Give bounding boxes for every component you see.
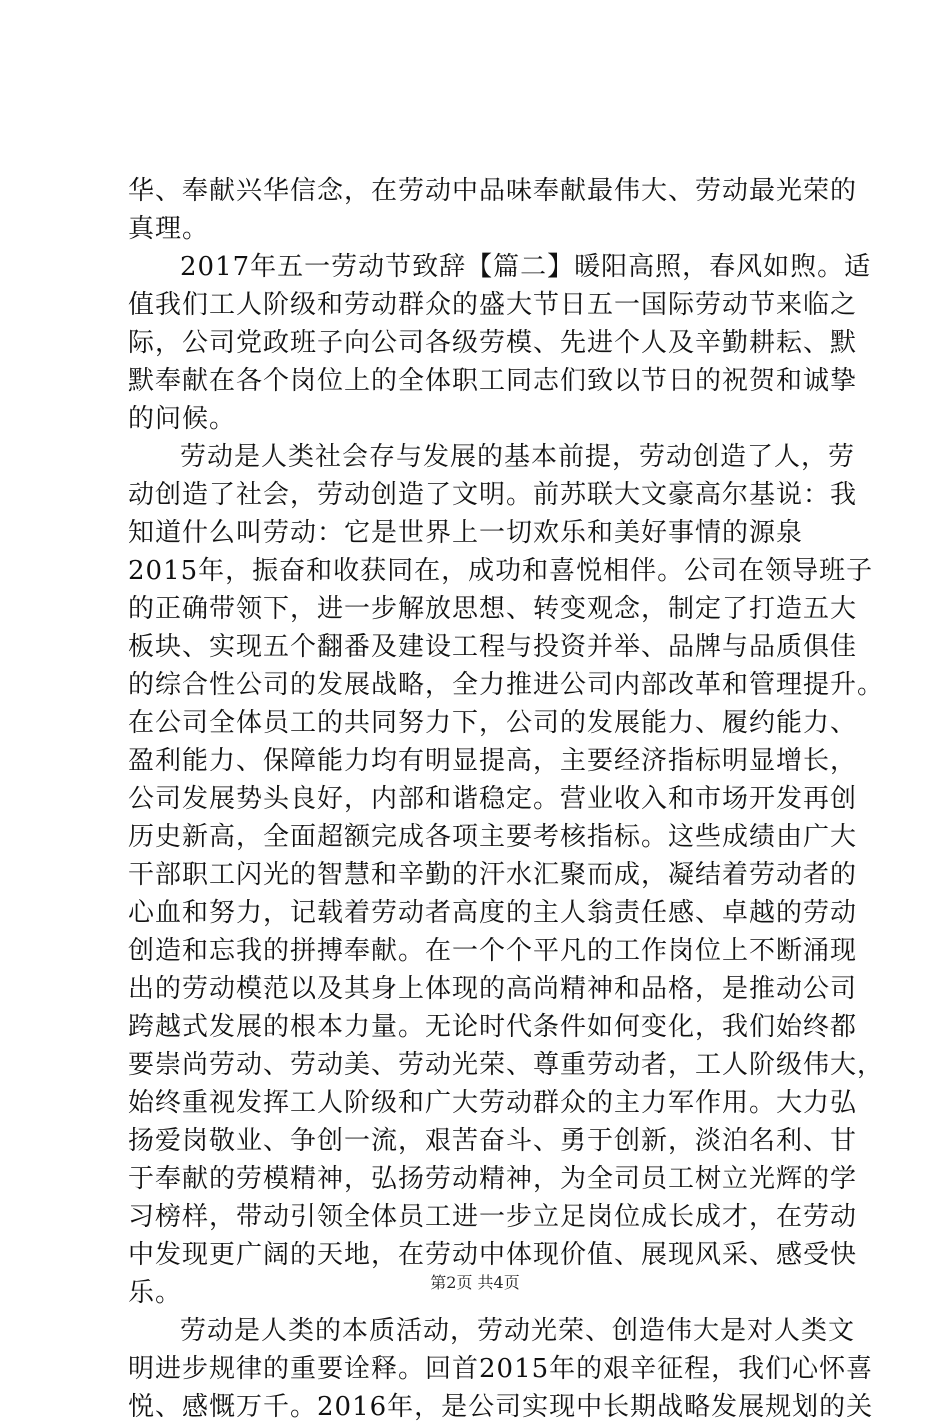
text-line: 知道什么叫劳动：它是世界上一切欢乐和美好事情的源泉 xyxy=(128,518,804,548)
text-line: 心血和努力，记载着劳动者高度的主人翁责任感、卓越的劳动 xyxy=(128,898,858,928)
text-line: 中发现更广阔的天地，在劳动中体现价值、展现风采、感受快 xyxy=(128,1240,858,1270)
text-line: 习榜样，带动引领全体员工进一步立足岗位成长成才，在劳动 xyxy=(128,1202,858,1232)
text-line: 要崇尚劳动、劳动美、劳动光荣、尊重劳动者，工人阶级伟大， xyxy=(128,1050,885,1080)
text-line: 默奉献在各个岗位上的全体职工同志们致以节日的祝贺和诚挚 xyxy=(128,366,858,396)
text-line: 动创造了社会，劳动创造了文明。前苏联大文豪高尔基说：我 xyxy=(128,480,858,510)
text-line: 明进步规律的重要诠释。回首2015年的艰辛征程，我们心怀喜 xyxy=(128,1354,874,1384)
text-line: 2015年，振奋和收获同在，成功和喜悦相伴。公司在领导班子 xyxy=(128,556,874,586)
text-line: 劳动是人类的本质活动，劳动光荣、创造伟大是对人类文 xyxy=(180,1316,856,1346)
text-line: 出的劳动模范以及其身上体现的高尚精神和品格，是推动公司 xyxy=(128,974,858,1004)
text-line: 跨越式发展的根本力量。无论时代条件如何变化，我们始终都 xyxy=(128,1012,858,1042)
document-body xyxy=(128,172,885,1426)
text-line: 创造和忘我的拼搏奉献。在一个个平凡的工作岗位上不断涌现 xyxy=(128,936,858,966)
text-line: 始终重视发挥工人阶级和广大劳动群众的主力军作用。大力弘 xyxy=(128,1088,858,1118)
text-line: 值我们工人阶级和劳动群众的盛大节日五一国际劳动节来临之 xyxy=(128,290,858,320)
text-line: 于奉献的劳模精神，弘扬劳动精神，为全司员工树立光辉的学 xyxy=(128,1164,858,1194)
text-line: 的正确带领下，进一步解放思想、转变观念，制定了打造五大 xyxy=(128,594,858,624)
text-line: 劳动是人类社会存与发展的基本前提，劳动创造了人，劳 xyxy=(180,442,856,472)
text-line: 的综合性公司的发展战略，全力推进公司内部改革和管理提升。 xyxy=(128,670,885,700)
text-line: 公司发展势头良好，内部和谐稳定。营业收入和市场开发再创 xyxy=(128,784,858,814)
text-line: 在公司全体员工的共同努力下，公司的发展能力、履约能力、 xyxy=(128,708,858,738)
text-line: 华、奉献兴华信念，在劳动中品味奉献最伟大、劳动最光荣的 xyxy=(128,176,858,206)
text-line: 的问候。 xyxy=(128,404,237,434)
text-line: 板块、实现五个翻番及建设工程与投资并举、品牌与品质俱佳 xyxy=(128,632,858,662)
text-line: 际，公司党政班子向公司各级劳模、先进个人及辛勤耕耘、默 xyxy=(128,328,858,358)
text-line: 乐。 xyxy=(128,1278,183,1308)
text-line: 盈利能力、保障能力均有明显提高，主要经济指标明显增长， xyxy=(128,746,858,776)
text-line: 历史新高，全面超额完成各项主要考核指标。这些成绩由广大 xyxy=(128,822,858,852)
text-line: 干部职工闪光的智慧和辛勤的汗水汇聚而成，凝结着劳动者的 xyxy=(128,860,858,890)
text-line: 2017年五一劳动节致辞【篇二】暖阳高照，春风如煦。适 xyxy=(180,252,872,282)
text-line: 扬爱岗敬业、争创一流，艰苦奋斗、勇于创新，淡泊名利、甘 xyxy=(128,1126,858,1156)
text-line: 真理。 xyxy=(128,214,210,244)
text-line: 悦、感慨万千。2016年，是公司实现中长期战略发展规划的关 xyxy=(128,1392,874,1422)
page-number-footer: 第2页 共4页 xyxy=(430,1273,520,1292)
